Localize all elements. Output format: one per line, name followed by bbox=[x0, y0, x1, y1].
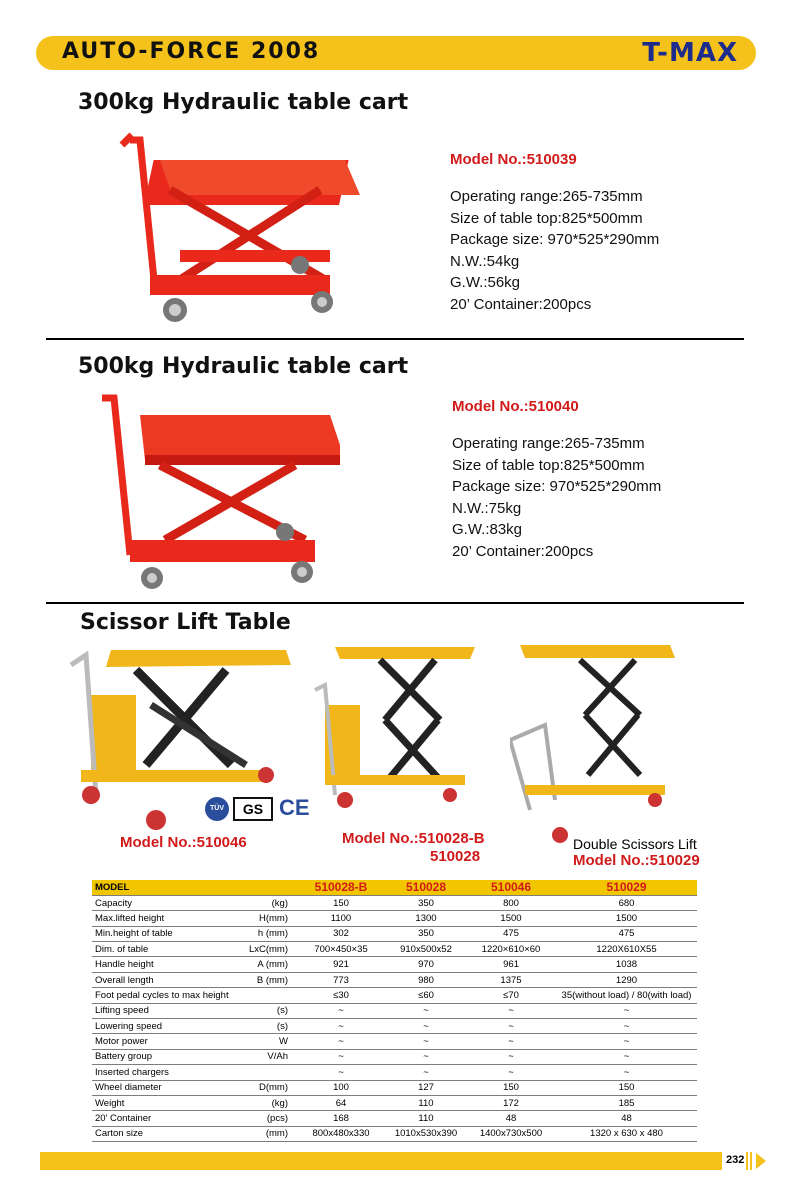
product-1-model: Model No.:510039 bbox=[450, 151, 577, 168]
table-cell: 800x480x330 bbox=[296, 1126, 386, 1141]
table-cell: B (mm) bbox=[242, 972, 296, 987]
table-row bbox=[92, 988, 697, 1003]
table-cart-300kg-image bbox=[110, 130, 370, 330]
table-cell: 185 bbox=[556, 1095, 697, 1110]
table-header-row bbox=[92, 880, 697, 895]
table-cell: ~ bbox=[556, 1065, 697, 1080]
table-cell: Carton size bbox=[92, 1126, 242, 1141]
table-cell: 961 bbox=[466, 957, 556, 972]
spec-line: Operating range:265-735mm bbox=[450, 188, 643, 205]
table-cell: ~ bbox=[386, 1049, 466, 1064]
table-cell: 1500 bbox=[556, 911, 697, 926]
spec-line: G.W.:56kg bbox=[450, 274, 521, 292]
scissor-lift-510029-image bbox=[510, 640, 680, 845]
caption-model-510029: Model No.:510029 bbox=[573, 852, 700, 869]
table-cell: 475 bbox=[466, 926, 556, 941]
page-number: 232 bbox=[726, 1154, 745, 1166]
table-cell: h (mm) bbox=[242, 926, 296, 941]
table-cell: ≤70 bbox=[466, 988, 556, 1003]
table-cell: ~ bbox=[556, 1049, 697, 1064]
table-row bbox=[92, 1049, 697, 1064]
specification-table bbox=[92, 880, 697, 1142]
scissor-section-title: Scissor Lift Table bbox=[80, 610, 291, 635]
table-cell: ~ bbox=[556, 1003, 697, 1018]
footer-band bbox=[40, 1152, 722, 1170]
spec-line: N.W.:54kg bbox=[450, 252, 520, 270]
table-cell: 970 bbox=[386, 957, 466, 972]
ce-mark-icon: CE bbox=[279, 795, 310, 820]
table-header-cell: 510028-B bbox=[296, 880, 386, 895]
table-cell: 172 bbox=[466, 1095, 556, 1110]
table-cell: 1375 bbox=[466, 972, 556, 987]
product-2-model: Model No.:510040 bbox=[452, 398, 579, 415]
table-cell: 910x500x52 bbox=[386, 942, 466, 957]
table-header-cell: MODEL bbox=[92, 880, 242, 895]
spec-line: Size of table top:825*500mm bbox=[450, 209, 643, 227]
caption-model-510028b: Model No.:510028-B bbox=[342, 830, 485, 847]
table-cell: ≤60 bbox=[386, 988, 466, 1003]
table-cell: 150 bbox=[466, 1080, 556, 1095]
table-row bbox=[92, 911, 697, 926]
table-cell: 35(without load) / 80(with load) bbox=[556, 988, 697, 1003]
table-cell: 1038 bbox=[556, 957, 697, 972]
table-cell: Foot pedal cycles to max height bbox=[92, 988, 242, 1003]
table-cell: ~ bbox=[296, 1003, 386, 1018]
brand-logo: T-MAX bbox=[642, 38, 738, 68]
table-cell: 48 bbox=[556, 1111, 697, 1126]
table-cell: Lifting speed bbox=[92, 1003, 242, 1018]
table-cell: D(mm) bbox=[242, 1080, 296, 1095]
table-cell: 302 bbox=[296, 926, 386, 941]
table-cell: 700×450×35 bbox=[296, 942, 386, 957]
table-cell: 1290 bbox=[556, 972, 697, 987]
table-cell: ~ bbox=[296, 1049, 386, 1064]
table-cell: 680 bbox=[556, 895, 697, 910]
table-row bbox=[92, 1095, 697, 1110]
table-cell bbox=[242, 1065, 296, 1080]
table-cell: 1100 bbox=[296, 911, 386, 926]
table-cell: ~ bbox=[556, 1019, 697, 1034]
spec-line: N.W.:75kg bbox=[452, 499, 522, 517]
table-cell: ~ bbox=[386, 1065, 466, 1080]
table-cell: Overall length bbox=[92, 972, 242, 987]
table-cell bbox=[242, 988, 296, 1003]
table-row bbox=[92, 926, 697, 941]
table-cell: 773 bbox=[296, 972, 386, 987]
certification-marks bbox=[205, 795, 315, 825]
spec-line: G.W.:83kg bbox=[452, 521, 523, 539]
table-cell: ~ bbox=[466, 1034, 556, 1049]
table-header-cell: 510029 bbox=[556, 880, 697, 895]
table-row bbox=[92, 957, 697, 972]
table-row bbox=[92, 1065, 697, 1080]
table-cell: (mm) bbox=[242, 1126, 296, 1141]
table-row bbox=[92, 1080, 697, 1095]
table-cell: Weight bbox=[92, 1095, 242, 1110]
page-header bbox=[36, 36, 756, 70]
product-1-title: 300kg Hydraulic table cart bbox=[78, 90, 409, 115]
table-cell: Inserted chargers bbox=[92, 1065, 242, 1080]
table-cell: ~ bbox=[296, 1065, 386, 1080]
table-cell: LxC(mm) bbox=[242, 942, 296, 957]
table-cell: Motor power bbox=[92, 1034, 242, 1049]
table-cell: 1010x530x390 bbox=[386, 1126, 466, 1141]
scissor-lift-510028-image bbox=[310, 645, 480, 820]
caption-model-510046: Model No.:510046 bbox=[120, 834, 247, 851]
tuv-mark-icon: TÜV bbox=[205, 797, 229, 821]
table-header-cell bbox=[242, 880, 296, 895]
table-cell: ~ bbox=[386, 1003, 466, 1018]
caption-double-scissors: Double Scissors Lift bbox=[573, 836, 697, 852]
table-row bbox=[92, 972, 697, 987]
table-header-cell: 510028 bbox=[386, 880, 466, 895]
table-cell: H(mm) bbox=[242, 911, 296, 926]
table-cell: (s) bbox=[242, 1019, 296, 1034]
table-cell: 1300 bbox=[386, 911, 466, 926]
table-cell: 48 bbox=[466, 1111, 556, 1126]
table-cell: Max.lifted height bbox=[92, 911, 242, 926]
gs-mark-icon: GS bbox=[233, 797, 273, 821]
table-cell: 350 bbox=[386, 926, 466, 941]
page-footer bbox=[40, 1152, 764, 1170]
table-row bbox=[92, 1034, 697, 1049]
caption-model-510028: 510028 bbox=[430, 848, 481, 865]
table-cell: 475 bbox=[556, 926, 697, 941]
table-cell: Dim. of table bbox=[92, 942, 242, 957]
table-cell: 168 bbox=[296, 1111, 386, 1126]
table-cell: 110 bbox=[386, 1111, 466, 1126]
footer-stripe bbox=[750, 1152, 752, 1170]
table-cell: 64 bbox=[296, 1095, 386, 1110]
table-cart-500kg-image bbox=[90, 390, 340, 590]
table-cell: 1220×610×60 bbox=[466, 942, 556, 957]
table-row bbox=[92, 1003, 697, 1018]
section-divider bbox=[46, 338, 744, 340]
table-row bbox=[92, 1126, 697, 1141]
footer-stripe bbox=[746, 1152, 748, 1170]
table-cell: ~ bbox=[296, 1019, 386, 1034]
table-cell: Capacity bbox=[92, 895, 242, 910]
table-cell: Min.height of table bbox=[92, 926, 242, 941]
table-row bbox=[92, 895, 697, 910]
table-header-cell: 510046 bbox=[466, 880, 556, 895]
table-cell: ~ bbox=[556, 1034, 697, 1049]
table-cell: V/Ah bbox=[242, 1049, 296, 1064]
product-2-title: 500kg Hydraulic table cart bbox=[78, 354, 409, 379]
spec-line: Package size: 970*525*290mm bbox=[450, 231, 660, 249]
table-cell: 1400x730x500 bbox=[466, 1126, 556, 1141]
arrow-right-icon bbox=[756, 1153, 766, 1169]
table-cell: Battery group bbox=[92, 1049, 242, 1064]
table-cell: ≤30 bbox=[296, 988, 386, 1003]
table-cell: 921 bbox=[296, 957, 386, 972]
table-cell: 150 bbox=[296, 895, 386, 910]
table-cell: ~ bbox=[466, 1019, 556, 1034]
table-cell: 1500 bbox=[466, 911, 556, 926]
spec-line: Size of table top:825*500mm bbox=[452, 456, 645, 474]
table-cell: (pcs) bbox=[242, 1111, 296, 1126]
table-cell: 20' Container bbox=[92, 1111, 242, 1126]
table-cell: (s) bbox=[242, 1003, 296, 1018]
table-cell: ~ bbox=[296, 1034, 386, 1049]
table-cell: ~ bbox=[386, 1019, 466, 1034]
product-1-specs bbox=[450, 186, 659, 316]
spec-line: 20’ Container:200pcs bbox=[450, 295, 592, 313]
table-body bbox=[92, 895, 697, 1141]
table-cell: 980 bbox=[386, 972, 466, 987]
product-2-specs bbox=[452, 433, 661, 563]
table-cell: ~ bbox=[466, 1003, 556, 1018]
spec-line: Package size: 970*525*290mm bbox=[452, 478, 662, 496]
table-cell: 800 bbox=[466, 895, 556, 910]
spec-line: Operating range:265-735mm bbox=[452, 435, 645, 452]
table-cell: W bbox=[242, 1034, 296, 1049]
table-cell: A (mm) bbox=[242, 957, 296, 972]
table-cell: 150 bbox=[556, 1080, 697, 1095]
table-cell: Handle height bbox=[92, 957, 242, 972]
table-cell: ~ bbox=[466, 1065, 556, 1080]
spec-line: 20’ Container:200pcs bbox=[452, 542, 594, 560]
table-row bbox=[92, 1019, 697, 1034]
table-row bbox=[92, 942, 697, 957]
header-title: AUTO-FORCE 2008 bbox=[62, 39, 321, 64]
table-cell: 100 bbox=[296, 1080, 386, 1095]
table-cell: ~ bbox=[386, 1034, 466, 1049]
table-cell: (kg) bbox=[242, 895, 296, 910]
table-cell: Lowering speed bbox=[92, 1019, 242, 1034]
table-cell: (kg) bbox=[242, 1095, 296, 1110]
table-cell: 1220X610X55 bbox=[556, 942, 697, 957]
table-cell: 1320 x 630 x 480 bbox=[556, 1126, 697, 1141]
table-row bbox=[92, 1111, 697, 1126]
table-cell: Wheel diameter bbox=[92, 1080, 242, 1095]
table-cell: ~ bbox=[466, 1049, 556, 1064]
table-cell: 127 bbox=[386, 1080, 466, 1095]
table-cell: 350 bbox=[386, 895, 466, 910]
table-cell: 110 bbox=[386, 1095, 466, 1110]
section-divider bbox=[46, 602, 744, 604]
